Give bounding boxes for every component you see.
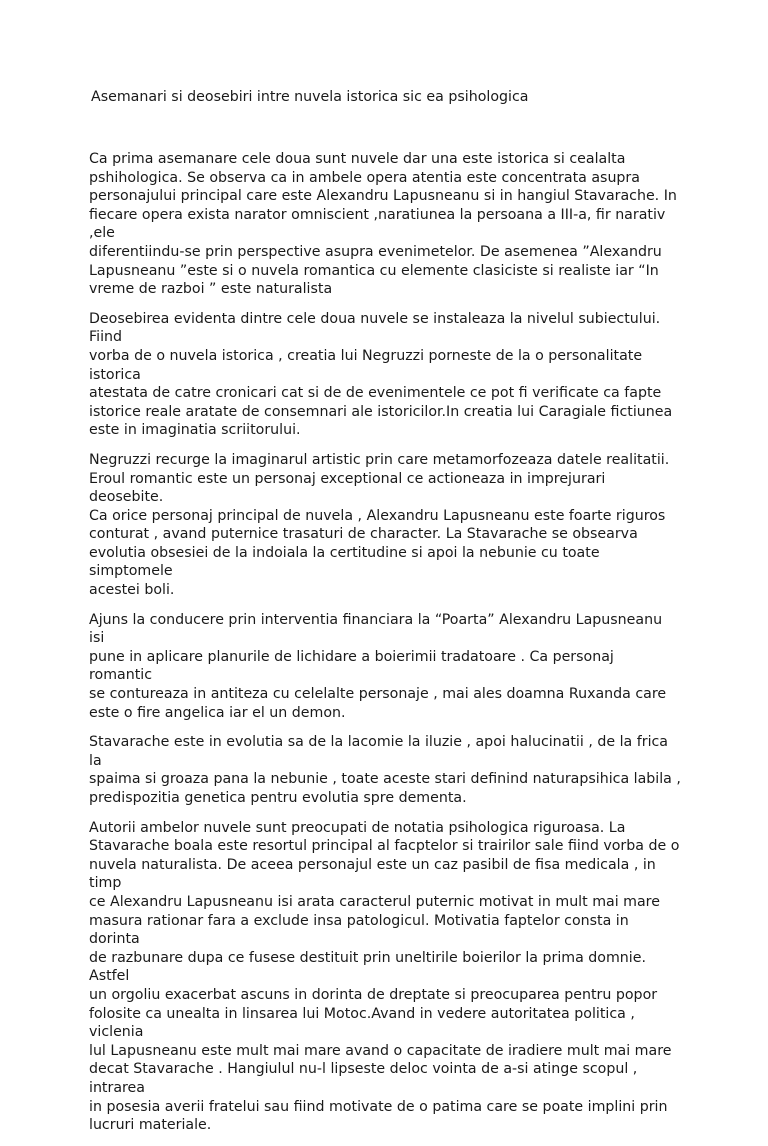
paragraph-4: Ajuns la conducere prin interventia financiara la “Poarta” Alexandru Lapusneanu isi pune in aplicare planurile de lichidare a boierimii tradatoare . Ca personaj romantic se contureaza in antiteza cu celelalte personaje , mai ales doamna Ruxanda care este o fire angelica iar el un demon. xyxy=(89,611,667,721)
document-title: Asemanari si deosebiri intre nuvela istorica sic ea psihologica xyxy=(91,89,529,105)
paragraph-3: Negruzzi recurge la imaginarul artistic prin care metamorfozeaza datele realitatii. Eroul romantic este un personaj exceptional ce actioneaza in imprejurari deosebite. Ca orice personaj principal de nuvela , Alexandru Lapusneanu este foarte riguros conturat , avand puternice trasaturi de character. La Stavarache se obsearva evolutia obsesiei de la indoiala la certitudine si apoi la nebunie cu toate simptomele acestei boli. xyxy=(89,451,670,599)
document-body xyxy=(89,150,681,1146)
paragraph-6: Autorii ambelor nuvele sunt preocupati de notatia psihologica riguroasa. La Stavarache boala este resortul principal al facptelor si trairilor sale fiind vorba de o nuvela naturalista. De aceea personajul este un caz pasibil de fisa medicala , in timp ce Alexandru Lapusneanu isi arata caracterul puternic motivat in mult mai mare masura rationar fara a exclude insa patologicul. Motivatia faptelor consta in dorinta de razbunare dupa ce fusese destituit prin uneltirile boierilor la prima domnie. Astfel un orgoliu exacerbat ascuns in dorinta de dreptate si preocuparea pentru popor folosite ca unealta in linsarea lui Motoc.Avand in vedere autoritatea politica , viclenia lul Lapusneanu este mult mai mare avand o capacitate de iradiere mult mai mare decat Stavarache . Hangiulul nu-l lipseste deloc vointa de a-si atinge scopul , intrarea in posesia averii fratelui sau fiind motivate de o patima care se poate implini prin lucruri materiale. xyxy=(89,819,680,1134)
paragraph-2: Deosebirea evidenta dintre cele doua nuvele se instaleaza la nivelul subiectului. Fiind vorba de o nuvela istorica , creatia lui Negruzzi porneste de la o personalitate istorica atestata de catre cronicari cat si de de evenimentele ce pot fi verificate ca fapte istorice reale aratate de consemnari ale istoricilor.In creatia lui Caragiale fictiunea este in imaginatia scriitorului. xyxy=(89,310,673,439)
paragraph-1: Ca prima asemanare cele doua sunt nuvele dar una este istorica si cealalta pshihologica. Se observa ca in ambele opera atentia este concentrata asupra personajului principal care este Alexandru Lapusneanu si in hangiul Stavarache. In fiecare opera exista narator omniscient ,naratiunea la persoana a III-a, fir narativ ,ele diferentiindu-se prin perspective asupra evenimetelor. De asemenea ”Alexandru Lapusneanu ”este si o nuvela romantica cu elemente clasiciste si realiste iar “In vreme de razboi ” este naturalista xyxy=(89,151,677,298)
paragraph-5: Stavarache este in evolutia sa de la lacomie la iluzie , apoi halucinatii , de la frica la spaima si groaza pana la nebunie , toate aceste stari definind naturapsihica labila , predispozitia genetica pentru evolutia spre dementa. xyxy=(89,734,681,806)
